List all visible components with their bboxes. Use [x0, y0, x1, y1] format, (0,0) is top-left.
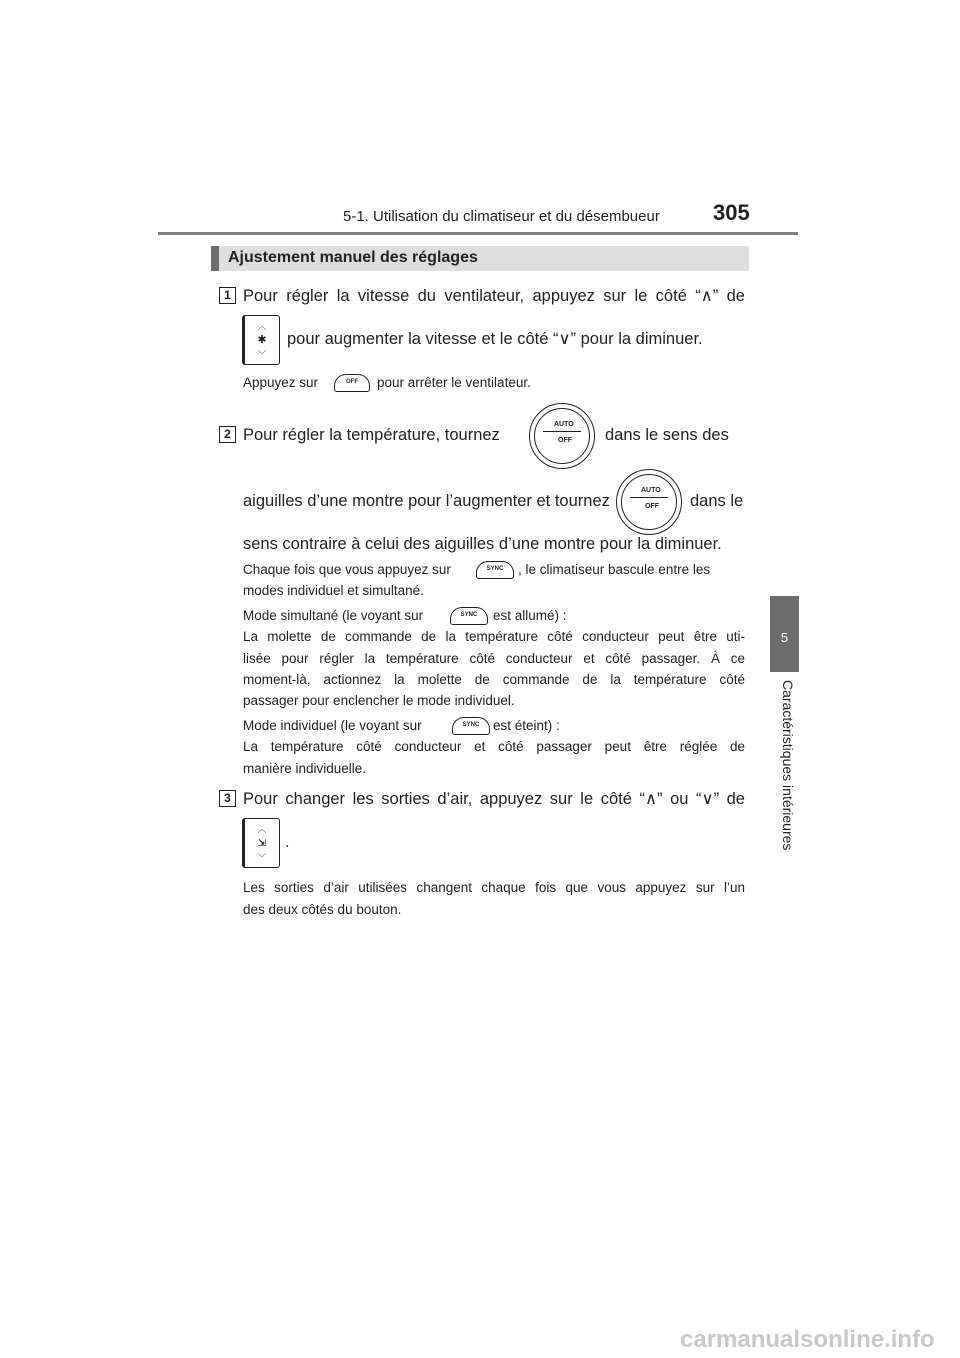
step-3-note-2: des deux côtés du bouton. [243, 902, 402, 917]
simultaneous-line-3: moment-là, actionnez la molette de commande de la température côté [243, 672, 745, 687]
temperature-dial [529, 403, 595, 469]
header-rule [158, 232, 798, 235]
step-2-line-2a: aiguilles d’une montre pour l’augmenter et tournez [243, 492, 610, 510]
individual-line-2: manière individuelle. [243, 761, 367, 776]
watermark: carmanualsonline.info [680, 1326, 935, 1353]
chapter-number: 5 [780, 630, 789, 645]
step-2-line-1b: dans le sens des [605, 426, 729, 444]
simultaneous-line-1: La molette de commande de la température côté conducteur peut être uti- [243, 629, 745, 644]
chapter-label: Caractéristiques intérieures [780, 680, 796, 851]
individual-mode-b: est éteint) : [493, 718, 560, 733]
sync-note-b: , le climatiseur bascule entre les [518, 562, 711, 577]
simultaneous-line-4: passager pour enclencher le mode individuel. [243, 693, 515, 708]
step-3-note-1: Les sorties d’air utilisées changent chaque fois que vous appuyez sur l’un [243, 880, 745, 895]
chevron-up-icon-2: ︿ [257, 824, 267, 834]
sync-note-a: Chaque fois que vous appuyez sur [243, 562, 451, 577]
simultaneous-mode-a: Mode simultané (le voyant sur [243, 608, 424, 623]
fan-off-label: OFF [346, 379, 358, 385]
sync-note-c: modes individuel et simultané. [243, 583, 424, 598]
step-number-2: 2 [219, 426, 236, 443]
simultaneous-mode-b: est allumé) : [493, 608, 567, 623]
sync-label-2: SYNC [460, 612, 478, 618]
page-number: 305 [713, 200, 750, 225]
simultaneous-line-2: lisée pour régler la température côté conducteur et côté passager. À ce [243, 651, 745, 666]
section-title: Ajustement manuel des réglages [228, 249, 478, 266]
individual-line-1: La température côté conducteur et côté passager peut être réglée de [243, 739, 745, 754]
auto-label-2: AUTO [641, 487, 661, 494]
sync-button-2 [450, 607, 488, 625]
running-header: 5-1. Utilisation du climatiseur et du désembueur [343, 208, 660, 225]
step-1-line-1: Pour régler la vitesse du ventilateur, appuyez sur le côté “∧” de [243, 287, 745, 305]
step-2-line-3: sens contraire à celui des aiguilles d’une montre pour la diminuer. [243, 535, 722, 553]
chevron-up-icon: ︿ [257, 321, 267, 331]
step-number-3: 3 [219, 790, 236, 807]
fan-icon: ✱ [257, 334, 267, 346]
sync-button [476, 561, 514, 579]
section-title-bar [211, 246, 749, 271]
air-outlet-button [242, 818, 280, 868]
auto-label: AUTO [554, 421, 574, 428]
step-3-line-1: Pour changer les sorties d’air, appuyez sur le côté “∧” ou “∨” de [243, 790, 745, 808]
air-outlet-icon: ⇲ [257, 838, 267, 849]
step-2-line-2b: dans le [690, 492, 744, 510]
step-number-1: 1 [219, 287, 236, 304]
fan-speed-button [242, 315, 280, 365]
fan-off-button [334, 374, 370, 392]
sync-label: SYNC [486, 566, 504, 572]
step-3-line-2: . [285, 833, 290, 851]
off-label: OFF [558, 437, 572, 444]
step-1-note-suffix: pour arrêter le ventilateur. [377, 375, 531, 390]
step-2-line-1a: Pour régler la température, tournez [243, 426, 500, 444]
temperature-dial-2 [616, 469, 682, 535]
step-1-note-prefix: Appuyez sur [243, 375, 319, 390]
step-1-line-2: pour augmenter la vitesse et le côté “∨” pour la diminuer. [287, 330, 703, 348]
chevron-down-icon-2: ﹀ [257, 853, 267, 863]
sync-label-3: SYNC [462, 722, 480, 728]
chevron-down-icon: ﹀ [257, 350, 267, 360]
individual-mode-a: Mode individuel (le voyant sur [243, 718, 422, 733]
off-label-2: OFF [645, 503, 659, 510]
sync-button-3 [452, 717, 490, 735]
